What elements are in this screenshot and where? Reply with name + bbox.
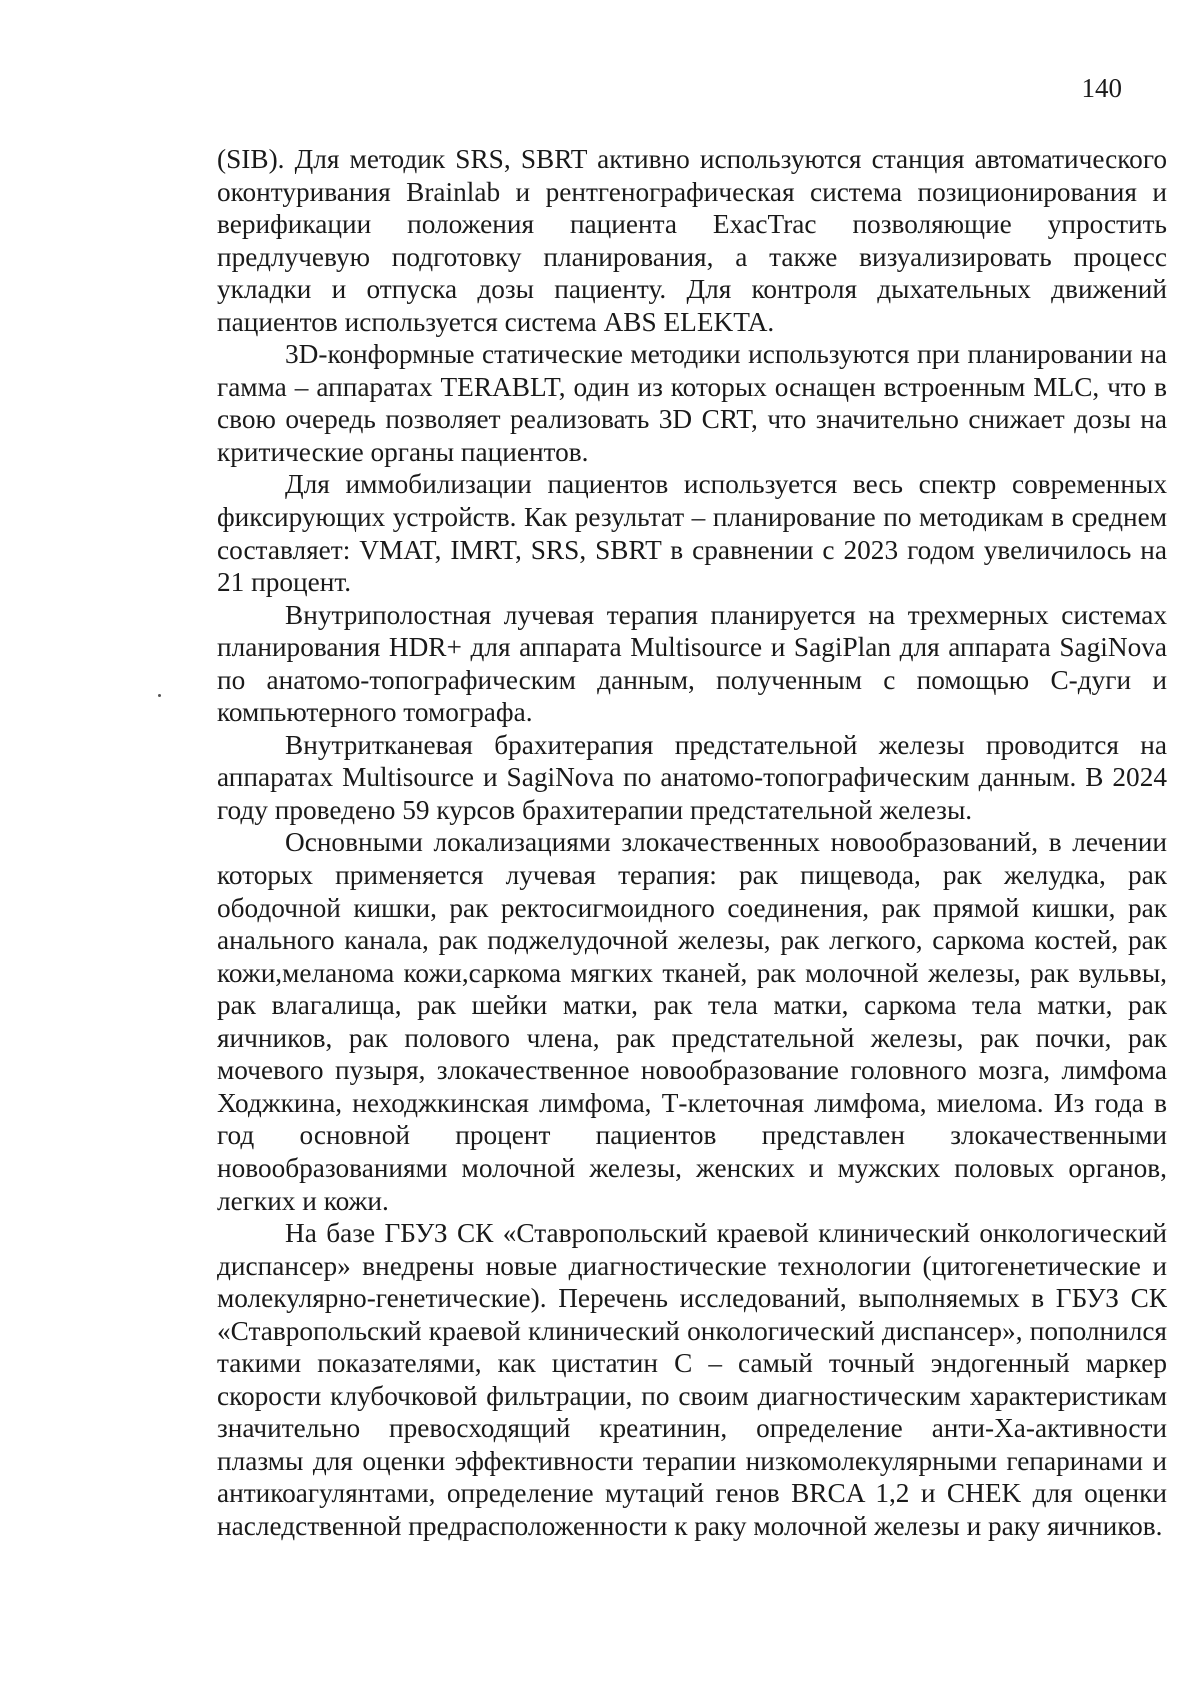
- paragraph-3: Для иммобилизации пациентов используется весь спектр современных фиксирующих устройств. Как результат – планирование по методикам в среднем составляет: VMAT, IMRT, SRS, SBRT в сравнении с 2023 годом увеличилось на 21 процент.: [217, 469, 1167, 598]
- paragraph-2: 3D-конформные статические методики используются при планировании на гамма – аппаратах TERABLT, один из которых оснащен встроенным MLC, что в свою очередь позволяет реализовать 3D CRT, что значительно снижает дозы на критические органы пациентов.: [217, 339, 1167, 467]
- page-number: 140: [1081, 73, 1122, 103]
- paragraph-5: Внутритканевая брахитерапия предстательной железы проводится на аппаратах Multisource и SagiNova по анатомо-топографическим данным. В 2024 году проведено 59 курсов брахитерапии предстательной железы.: [217, 729, 1167, 825]
- paragraph-7: На базе ГБУЗ СК «Ставропольский краевой клинический онкологический диспансер» внедрены новые диагностические технологии (цитогенетические и молекулярно-генетические). Перечень исследований, выполняемых в ГБУЗ СК «Ставропольский краевой клинический онкологический диспансер», пополнился такими показателями, как цистатин С – самый точный эндогенный маркер скорости клубочковой фильтрации, по своим диагностическим характеристикам значительно превосходящий креатинин, определение анти-Ха-активности плазмы для оценки эффективности терапии низкомолекулярными гепаринами и антикоагулянтами, определение мутаций генов BRCA 1,2 и CHEK для оценки наследственной предрасположенности к раку молочной железы и раку яичников.: [217, 1218, 1167, 1541]
- paragraph-1: (SIB). Для методик SRS, SBRT активно используются станция автоматического оконтуривания Brainlab и рентгенографическая система позиционирования и верификации положения пациента ExacTrac позволяющие упростить предлучевую подготовку планирования, а также визуализировать процесс укладки и отпуска дозы пациенту. Для контроля дыхательных движений пациентов используется система ABS ELEKTA.: [217, 144, 1167, 337]
- scan-dot: [158, 694, 161, 697]
- paragraph-6: Основными локализациями злокачественных новообразований, в лечении которых применяется лучевая терапия: рак пищевода, рак желудка, рак ободочной кишки, рак ректосигмоидного соединения, рак прямой кишки, рак анального канала, рак поджелудочной железы, рак легкого, саркома костей, рак кожи,меланома кожи,саркома мягких тканей, рак молочной железы, рак вульвы, рак влагалища, рак шейки матки, рак тела матки, саркома тела матки, рак яичников, рак полового члена, рак предстательной железы, рак почки, рак мочевого пузыря, злокачественное новообразование головного мозга, лимфома Ходжкина, неходжкинская лимфома, Т-клеточная лимфома, миелома. Из года в год основной процент пациентов представлен злокачественными новообразованиями молочной железы, женских и мужских половых органов, легких и кожи.: [217, 827, 1167, 1216]
- body-text: [217, 143, 1167, 1543]
- paragraph-4: Внутриполостная лучевая терапия планируется на трехмерных системах планирования HDR+ для аппарата Multisource и SagiPlan для аппарата SagiNova по анатомо-топографическим данным, полученным с помощью С-дуги и компьютерного томографа.: [217, 599, 1167, 728]
